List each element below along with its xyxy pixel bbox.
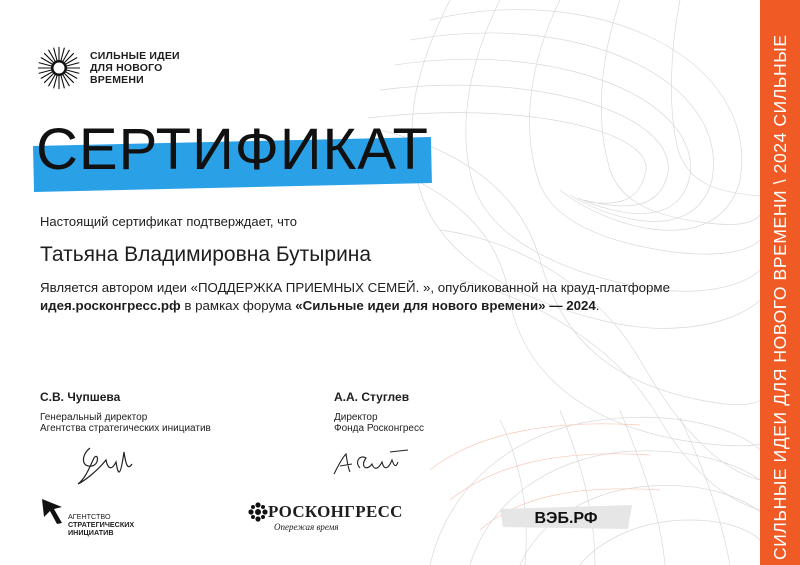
certificate-description [40,279,670,315]
signer-1-role-line2: Агентства стратегических инициатив [40,423,211,434]
asi-logo [40,497,134,537]
desc-part3: . [595,298,600,313]
signer-1-name: С.В. Чупшева [40,390,121,404]
roscongress-logo [248,502,403,532]
recipient-name: Татьяна Владимировна Бутырина [40,243,372,266]
forum-logo [38,47,200,89]
asi-line3: ИНИЦИАТИВ [68,528,114,537]
asi-text [68,513,134,537]
veb-text: ВЭБ.РФ [534,510,598,527]
signer-1 [40,390,211,434]
roscongress-tagline: Опережая время [274,522,339,532]
signer-2-name: А.А. Стуглев [334,390,410,404]
signer-2-role-line2: Фонда Росконгресс [334,423,424,434]
side-banner-text: СИЛЬНЫЕ ИДЕИ ДЛЯ НОВОГО ВРЕМЕНИ \ 2024 СИЛЬНЫЕ [770,34,790,560]
platform-name: идея.росконгресс.рф [40,298,181,313]
asi-line2: СТРАТЕГИЧЕСКИХ [68,520,135,529]
signer-2 [334,390,424,434]
signature-2 [330,448,410,478]
certificate-title: СЕРТИФИКАТ [36,117,429,182]
signer-2-role-line1: Директор [334,412,378,423]
signature-1 [68,440,138,488]
confirm-text: Настоящий сертификат подтверждает, что [40,214,297,229]
asi-line1: АГЕНТСТВО [68,512,111,521]
logo-text: СИЛЬНЫЕ ИДЕИ ДЛЯ НОВОГО ВРЕМЕНИ [90,50,180,86]
veb-logo [500,505,632,529]
roscongress-name: РОСКОНГРЕСС [268,502,403,521]
asi-arrow-icon [40,497,64,525]
desc-part2: в рамках форума [180,298,296,313]
forum-name: «Сильные идеи для нового времени» — 2024 [295,298,596,313]
desc-part1: Является автором идеи «ПОДДЕРЖКА ПРИЕМНЫХ СЕМЕЙ. », опубликованной на крауд-платформе [40,280,670,295]
sunburst-logo-icon [38,47,80,89]
signer-1-role-line1: Генеральный директор [40,412,148,423]
roscongress-emblem-icon [248,502,268,522]
